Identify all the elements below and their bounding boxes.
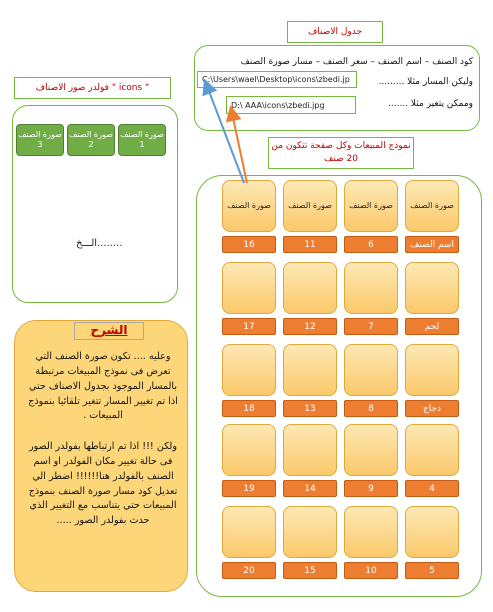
- product-number-r1-c3: 11: [283, 236, 337, 253]
- explanation-para-1: وعليه .... تكون صورة الصنف التي تعرض فى نموذج المبيعات مرتبطة بالمسار الموجود بجدول الاصناف حتي اذا تم تغيير المسار تتغير تلقائيا بنموذج المبيعات .: [28, 351, 178, 422]
- product-number-r4-c2: 9: [344, 480, 398, 497]
- product-number-r2-c2: 7: [344, 318, 398, 335]
- folder-tile-3-label: صورة الصنف 3: [18, 129, 62, 149]
- explanation-title: الشرح: [74, 322, 144, 340]
- sales-label: نموذج المبيعات وكل صفحة تتكون من 20 صنف: [271, 141, 411, 164]
- table-desc-line1: كود الصنف – اسم الصنف – سعر الصنف – مسار صورة الصنف: [240, 57, 473, 67]
- product-number-r1-c1: اسم الصنف: [405, 236, 459, 253]
- product-number-r2-c1: لحم: [405, 318, 459, 335]
- table-desc-line3: وممكن يتغير مثلا .......: [388, 99, 473, 109]
- product-card-label: صورة الصنف: [227, 201, 271, 210]
- product-card-label: صورة الصنف: [410, 201, 454, 210]
- path-text-1: C:\Users\wael\Desktop\icons\zbedi.jp: [202, 75, 350, 84]
- product-number-r1-c2: 6: [344, 236, 398, 253]
- table-title: جدول الاصناف: [307, 26, 363, 37]
- product-number-r3-c3: 13: [283, 400, 337, 417]
- product-number-r5-c3: 15: [283, 562, 337, 579]
- product-number-r2-c4: 17: [222, 318, 276, 335]
- blue-arrow: [207, 86, 244, 183]
- product-number-r1-c4: 16: [222, 236, 276, 253]
- folder-tile-1-label: صورة الصنف 1: [120, 129, 164, 149]
- product-number-r3-c1: دجاج: [405, 400, 459, 417]
- product-number-r5-c4: 20: [222, 562, 276, 579]
- product-number-r3-c4: 18: [222, 400, 276, 417]
- product-card-label: صورة الصنف: [288, 201, 332, 210]
- path-text-2: D:\ AAA\icons\zbedi.jpg: [231, 100, 325, 110]
- folder-etc: ........الـــخ: [76, 238, 123, 249]
- explanation-para-2: ولكن !!! اذا تم ارتباطها بفولدر الصور فى حالة تغيير مكان الفولدر او اسم الصنف بالفولدر هنا!!!!!! اضطر الي تعديل كود مسار صورة الصنف بنموذج المبيعات حتي يتناسب مع التغيير الذي حدث بفولدر الصور .....: [28, 441, 178, 527]
- product-number-r4-c1: 4: [405, 480, 459, 497]
- folder-tile-2-label: صورة الصنف 2: [69, 129, 113, 149]
- product-number-r4-c4: 19: [222, 480, 276, 497]
- product-number-r2-c3: 12: [283, 318, 337, 335]
- table-desc-line2: وليكن المسار مثلا .........: [378, 77, 473, 87]
- product-number-r5-c2: 10: [344, 562, 398, 579]
- product-number-r5-c1: 5: [405, 562, 459, 579]
- product-number-r4-c3: 14: [283, 480, 337, 497]
- product-number-r3-c2: 8: [344, 400, 398, 417]
- product-card-label: صورة الصنف: [349, 201, 393, 210]
- folder-label: فولدر صور الاصناف " icons ": [35, 82, 150, 93]
